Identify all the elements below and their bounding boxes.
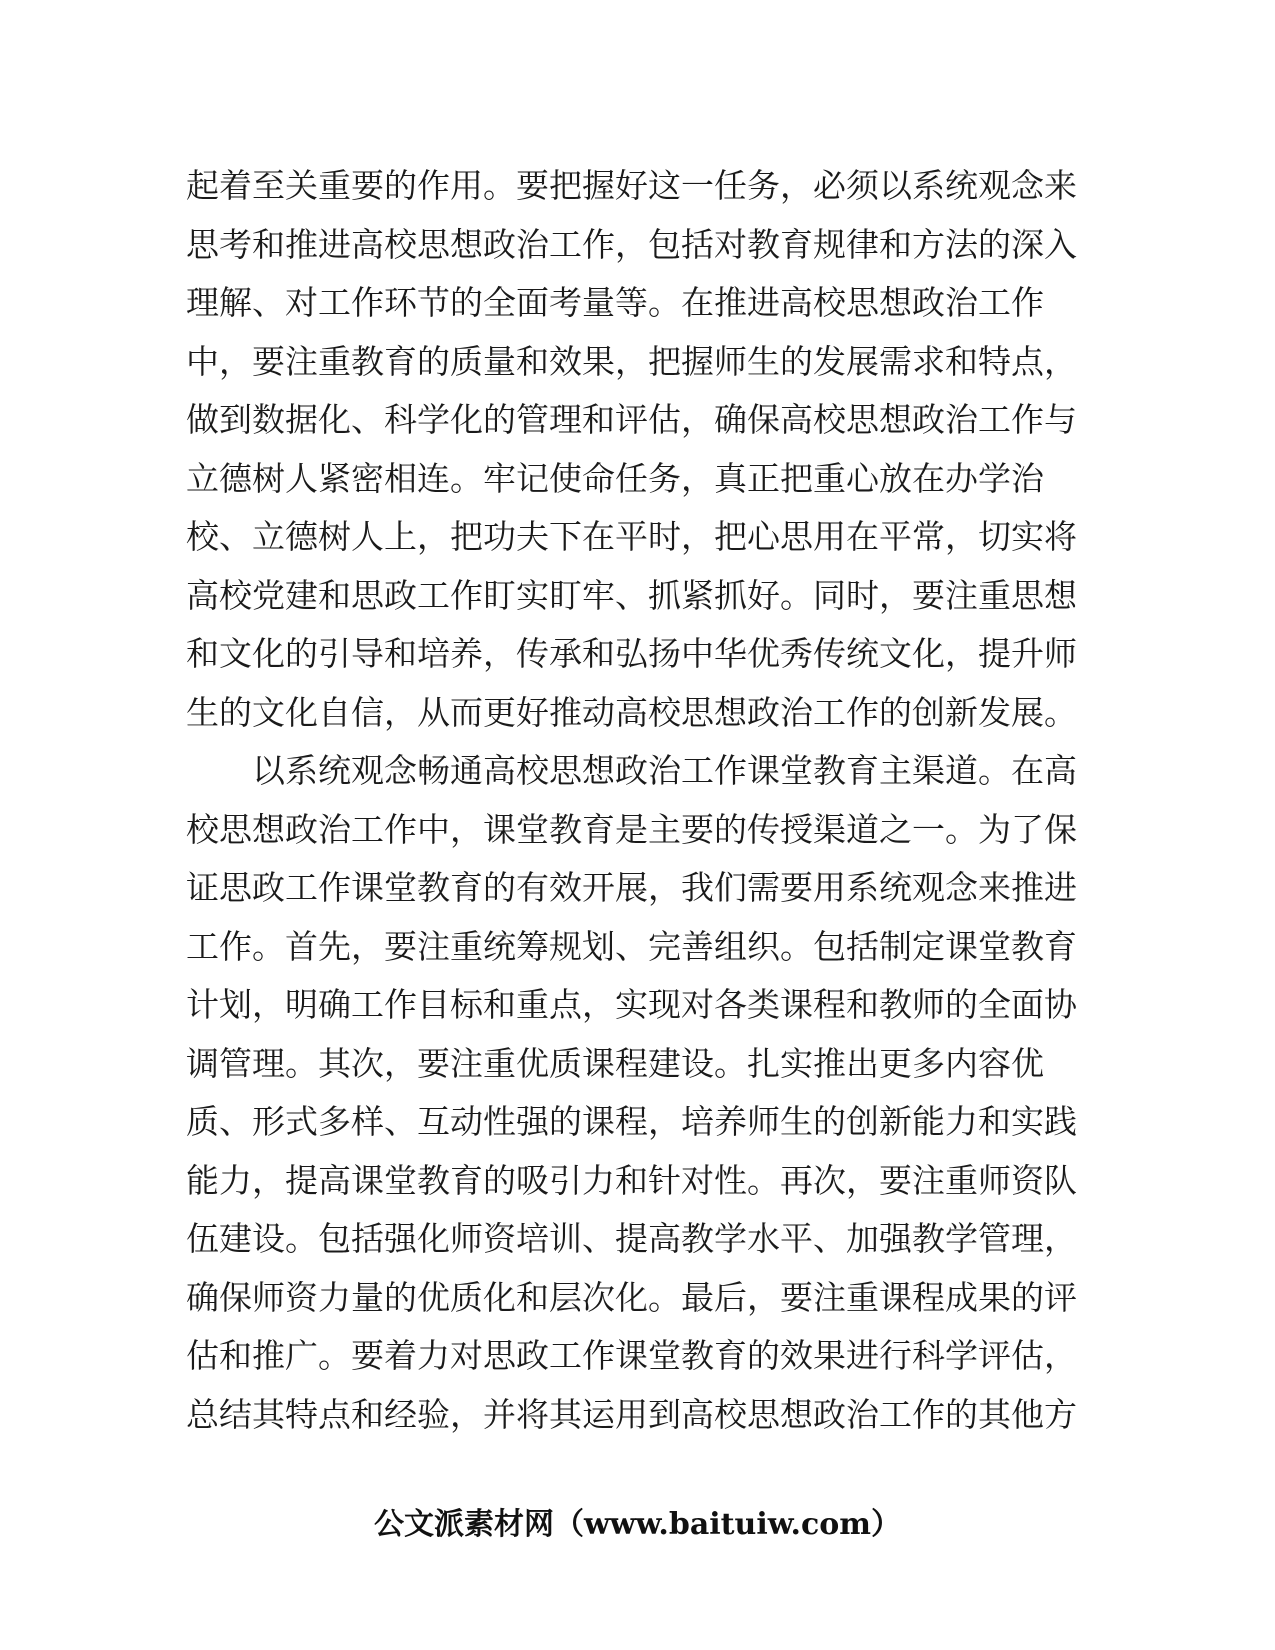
- text-line: 生的文化自信，从而更好推动高校思想政治工作的创新发展。: [186, 692, 1077, 732]
- text-line: 高校党建和思政工作盯实盯牢、抓紧抓好。同时，要注重思想: [186, 575, 1077, 615]
- text-line: 质、形式多样、互动性强的课程，培养师生的创新能力和实践: [186, 1102, 1077, 1141]
- text-line: 工作。首先，要注重统筹规划、完善组织。包括制定课堂教育: [186, 926, 1077, 966]
- footer-source: 公文派素材网（www.baituiw.com）: [373, 1507, 902, 1542]
- text-line: 能力，提高课堂教育的吸引力和针对性。再次，要注重师资队: [186, 1160, 1077, 1200]
- text-line: 起着至关重要的作用。要把握好这一任务，必须以系统观念来: [186, 166, 1077, 205]
- paragraph-2: [186, 742, 1086, 1444]
- text-line: 计划，明确工作目标和重点，实现对各类课程和教师的全面协: [186, 985, 1077, 1024]
- text-line: 校、立德树人上，把功夫下在平时，把心思用在平常，切实将: [186, 517, 1077, 556]
- text-line: 和文化的引导和培养，传承和弘扬中华优秀传统文化，提升师: [186, 634, 1077, 673]
- text-line: 估和推广。要着力对思政工作课堂教育的效果进行科学评估，: [186, 1336, 1077, 1375]
- text-line: 理解、对工作环节的全面考量等。在推进高校思想政治工作: [186, 283, 1044, 322]
- body-text: [186, 157, 1086, 1444]
- paragraph-1: [186, 157, 1086, 742]
- text-line: 证思政工作课堂教育的有效开展，我们需要用系统观念来推进: [186, 868, 1077, 907]
- text-line: 校思想政治工作中，课堂教育是主要的传授渠道之一。为了保: [186, 809, 1077, 849]
- text-line: 中，要注重教育的质量和效果，把握师生的发展需求和特点，: [186, 341, 1077, 381]
- text-line: 总结其特点和经验，并将其运用到高校思想政治工作的其他方: [186, 1394, 1077, 1434]
- text-line: 伍建设。包括强化师资培训、提高教学水平、加强教学管理，: [186, 1219, 1077, 1258]
- text-line: 调管理。其次，要注重优质课程建设。扎实推出更多内容优: [186, 1043, 1044, 1083]
- text-line: 思考和推进高校思想政治工作，包括对教育规律和方法的深入: [186, 224, 1077, 264]
- text-line: 确保师资力量的优质化和层次化。最后，要注重课程成果的评: [186, 1277, 1077, 1317]
- text-line: 立德树人紧密相连。牢记使命任务，真正把重心放在办学治: [186, 458, 1044, 498]
- text-line-indented: 以系统观念畅通高校思想政治工作课堂教育主渠道。在高: [252, 751, 1077, 790]
- text-line: 做到数据化、科学化的管理和评估，确保高校思想政治工作与: [186, 400, 1077, 439]
